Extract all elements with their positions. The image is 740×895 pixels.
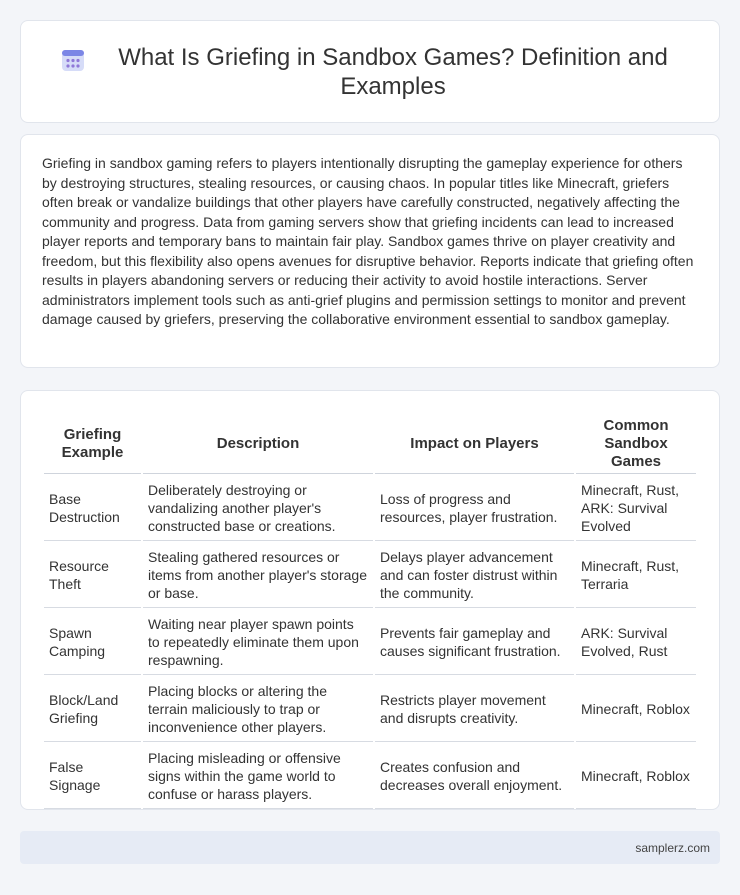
- cell-example: Base Destruction: [44, 476, 141, 541]
- cell-impact: Creates confusion and decreases overall enjoyment.: [375, 744, 574, 809]
- column-header-example: Griefing Example: [44, 411, 141, 474]
- table-row: [44, 677, 696, 742]
- cell-impact: Delays player advancement and can foster distrust within the community.: [375, 543, 574, 608]
- footer-site-label: samplerz.com: [635, 840, 710, 855]
- table-row: [44, 543, 696, 608]
- page-title: What Is Griefing in Sandbox Games? Definition and Examples: [118, 43, 668, 100]
- intro-card: [20, 134, 720, 368]
- title-card: [20, 20, 720, 123]
- cell-example: Block/Land Griefing: [44, 677, 141, 742]
- title-wrap: [60, 43, 680, 101]
- cell-example: False Signage: [44, 744, 141, 809]
- cell-description: Deliberately destroying or vandalizing another player's constructed base or creations.: [143, 476, 373, 541]
- cell-games: Minecraft, Rust, Terraria: [576, 543, 696, 608]
- calendar-icon: [60, 47, 86, 73]
- table-header-row: [44, 411, 696, 474]
- cell-games: Minecraft, Roblox: [576, 744, 696, 809]
- table-row: [44, 744, 696, 809]
- cell-impact: Prevents fair gameplay and causes significant frustration.: [375, 610, 574, 675]
- column-header-description: Description: [143, 411, 373, 474]
- column-header-impact: Impact on Players: [375, 411, 574, 474]
- column-header-games: Common Sandbox Games: [576, 411, 696, 474]
- intro-paragraph: Griefing in sandbox gaming refers to players intentionally disrupting the gameplay experience for others by destroying structures, stealing resources, or causing chaos. In popular titles like Minecraft, griefers often break or vandalize buildings that other players have carefully constructed, negatively affecting the community and progress. Data from gaming servers show that griefing incidents can lead to increased player reports and temporary bans to maintain fair play. Sandbox games thrive on player creativity and freedom, but this flexibility also opens avenues for disruptive behavior. Reports indicate that griefing often results in players abandoning servers or reducing their activity to avoid hostile interactions. Server administrators implement tools such as anti-grief plugins and permission settings to monitor and prevent damage caused by griefers, preserving the collaborative environment essential to sandbox gameplay.: [42, 155, 694, 327]
- table-row: [44, 476, 696, 541]
- footer: [20, 831, 720, 864]
- cell-example: Resource Theft: [44, 543, 141, 608]
- table-card: [20, 390, 720, 810]
- cell-example: Spawn Camping: [44, 610, 141, 675]
- cell-impact: Loss of progress and resources, player frustration.: [375, 476, 574, 541]
- cell-games: Minecraft, Roblox: [576, 677, 696, 742]
- cell-games: Minecraft, Rust, ARK: Survival Evolved: [576, 476, 696, 541]
- table-row: [44, 610, 696, 675]
- cell-description: Placing blocks or altering the terrain maliciously to trap or inconvenience other players.: [143, 677, 373, 742]
- cell-description: Placing misleading or offensive signs within the game world to confuse or harass players.: [143, 744, 373, 809]
- griefing-table: [42, 409, 698, 811]
- cell-description: Waiting near player spawn points to repeatedly eliminate them upon respawning.: [143, 610, 373, 675]
- cell-impact: Restricts player movement and disrupts creativity.: [375, 677, 574, 742]
- cell-games: ARK: Survival Evolved, Rust: [576, 610, 696, 675]
- cell-description: Stealing gathered resources or items from another player's storage or base.: [143, 543, 373, 608]
